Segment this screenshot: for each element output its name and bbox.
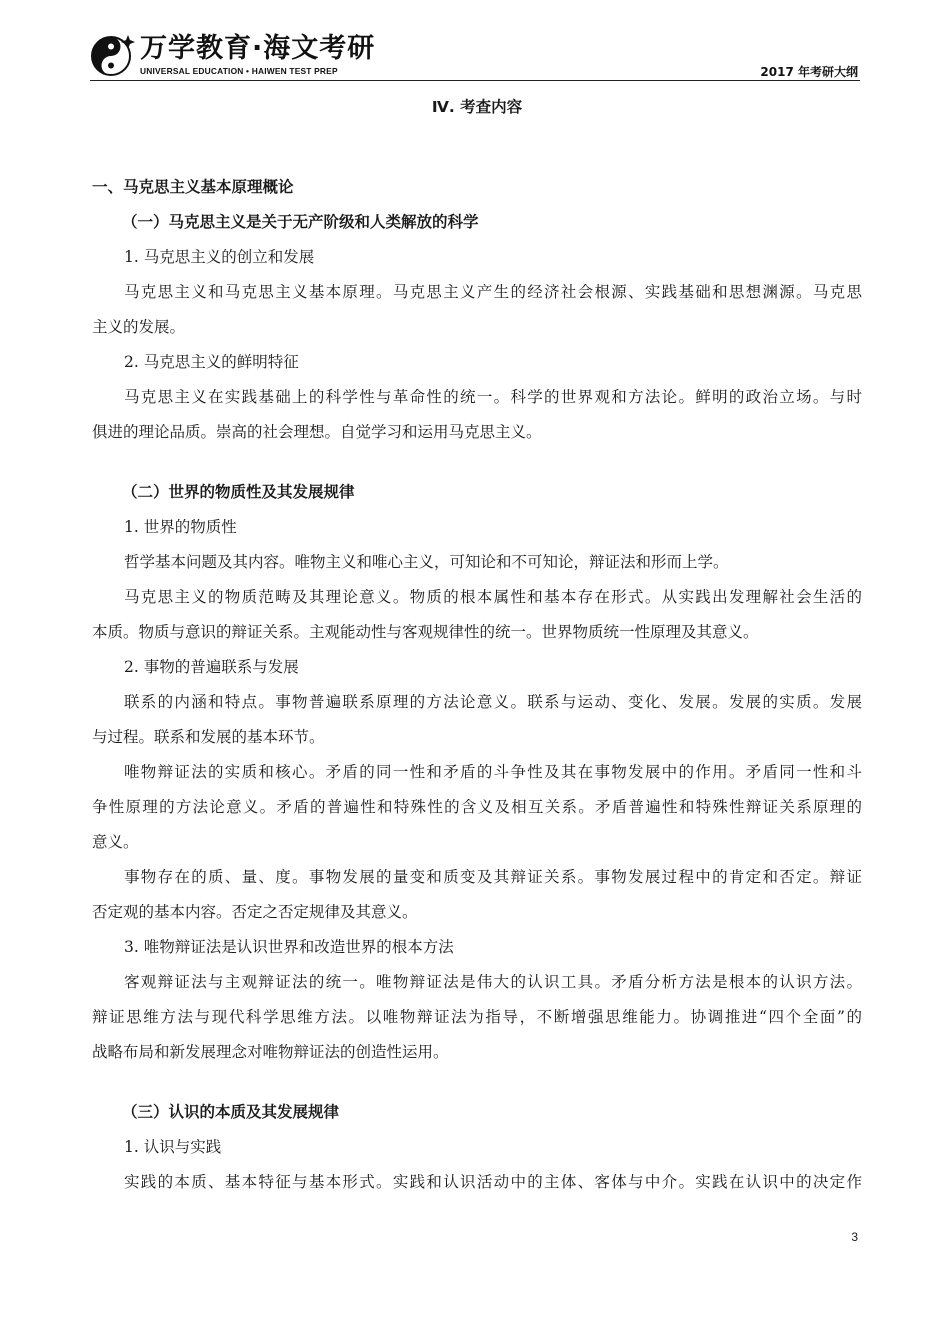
item-heading: 2. 马克思主义的鲜明特征 [124, 353, 299, 371]
paragraph-line: 主义的发展。 [92, 318, 186, 336]
item-heading: 1. 世界的物质性 [124, 518, 237, 536]
page-header [0, 0, 950, 85]
header-divider [90, 80, 860, 81]
brand-name-en: UNIVERSAL EDUCATION • HAIWEN TEST PREP [140, 66, 338, 76]
paragraph-line: 马克思主义在实践基础上的科学性与革命性的统一。科学的世界观和方法论。鲜明的政治立场。与时 [124, 388, 862, 406]
paragraph-line: 联系的内涵和特点。事物普遍联系原理的方法论意义。联系与运动、变化、发展。发展的实质。发展 [124, 693, 862, 711]
item-heading: 3. 唯物辩证法是认识世界和改造世界的根本方法 [124, 938, 454, 956]
yin-yang-logo-icon [90, 32, 136, 78]
page-number: 3 [851, 1230, 858, 1244]
paragraph-line: 本质。物质与意识的辩证关系。主观能动性与客观规律性的统一。世界物质统一性原理及其意义。 [92, 623, 759, 641]
item-heading: 2. 事物的普遍联系与发展 [124, 658, 299, 676]
item-heading: 1. 认识与实践 [124, 1138, 222, 1156]
paragraph-line: 马克思主义和马克思主义基本原理。马克思主义产生的经济社会根源、实践基础和思想渊源。马克思 [124, 283, 862, 301]
paragraph-line: 意义。 [92, 833, 139, 851]
paragraph-line: 争性原理的方法论意义。矛盾的普遍性和特殊性的含义及相互关系。矛盾普遍性和特殊性辩证关系原理的 [92, 798, 862, 816]
page-title: Ⅳ. 考查内容 [431, 98, 523, 116]
paragraph-line: 俱进的理论品质。崇高的社会理想。自觉学习和运用马克思主义。 [92, 423, 542, 441]
section-heading: 一、马克思主义基本原理概论 [92, 178, 294, 196]
item-heading: 1. 马克思主义的创立和发展 [124, 248, 315, 266]
paragraph-line: 唯物辩证法的实质和核心。矛盾的同一性和矛盾的斗争性及其在事物发展中的作用。矛盾同一性和斗 [124, 763, 862, 781]
subsection-heading: （二）世界的物质性及其发展规律 [122, 483, 355, 501]
paragraph-line: 辩证思维方法与现代科学思维方法。以唯物辩证法为指导，不断增强思维能力。协调推进“四个全面”的 [92, 1008, 862, 1026]
paragraph-line: 战略布局和新发展理念对唯物辩证法的创造性运用。 [92, 1043, 449, 1061]
paragraph-line: 与过程。联系和发展的基本环节。 [92, 728, 325, 746]
doc-label: 2017 年考研大纲 [760, 65, 858, 79]
brand-name-cn: 万学教育·海文考研 [140, 33, 376, 64]
paragraph-line: 哲学基本问题及其内容。唯物主义和唯心主义，可知论和不可知论，辩证法和形而上学。 [124, 553, 729, 571]
logo [90, 32, 380, 78]
paragraph-line: 实践的本质、基本特征与基本形式。实践和认识活动中的主体、客体与中介。实践在认识中的决定作 [124, 1173, 862, 1191]
paragraph-line: 事物存在的质、量、度。事物发展的量变和质变及其辩证关系。事物发展过程中的肯定和否定。辩证 [124, 868, 862, 886]
paragraph-line: 否定观的基本内容。否定之否定规律及其意义。 [92, 903, 418, 921]
subsection-heading: （一）马克思主义是关于无产阶级和人类解放的科学 [122, 213, 479, 231]
paragraph-line: 马克思主义的物质范畴及其理论意义。物质的根本属性和基本存在形式。从实践出发理解社会生活的 [124, 588, 862, 606]
paragraph-line: 客观辩证法与主观辩证法的统一。唯物辩证法是伟大的认识工具。矛盾分析方法是根本的认识方法。 [124, 973, 862, 991]
subsection-heading: （三）认识的本质及其发展规律 [122, 1103, 340, 1121]
